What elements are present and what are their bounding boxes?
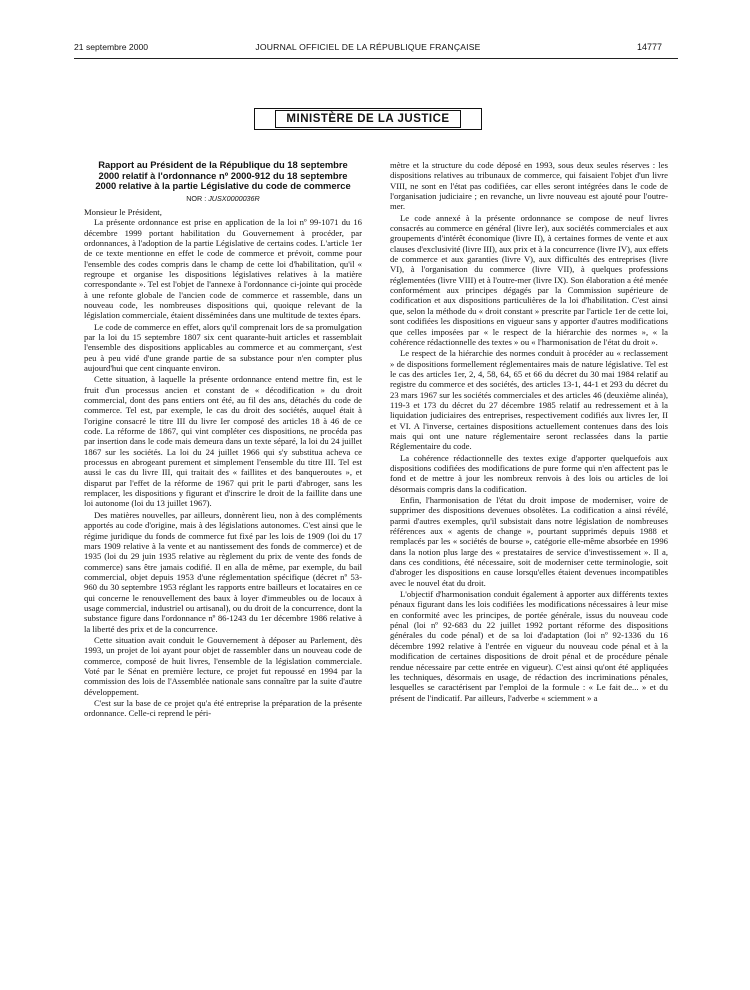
left-column xyxy=(84,160,362,720)
paragraph: mètre et la structure du code déposé en 1993, sous deux seules réserves : les dispositions relatives au tribunaux de commerce, qui faisaient l'objet d'un livre VIII, ne sont en l'état pas codifiées, car elles seront intégrées dans le code de l'organisation judiciaire ; en revanche, un livre nouveau est ajouté pour l'outre-mer. xyxy=(390,160,668,212)
paragraph: Enfin, l'harmonisation de l'état du droit impose de moderniser, voire de supprimer des dispositions devenues obsolètes. La codification a ainsi révélé, parmi d'autres exemples, qu'il subsistait dans notre législation de nombreuses références aux « agents de change », pourtant supprimés depuis 1988 et remplacés par les « sociétés de bourse », catégorie elle-même absorbée en 1996 dans la notion plus large des « prestataires de service d'investissement ». Il a, dans ces conditions, été nécessaire, soit de moderniser cette terminologie, soit d'abroger les dispositions en cause lorsqu'elles étaient devenues incompatibles avec le nouvel état du droit. xyxy=(390,495,668,588)
paragraph: Cette situation avait conduit le Gouvernement à déposer au Parlement, dès 1993, un projet de loi ayant pour objet de rassembler dans un nouveau code de commerce, composé de huit livres, l'ensemble de la législation commerciale. Voté par le Sénat en première lecture, ce projet fut repoussé en 1994 par la commission des lois de l'Assemblée nationale sans connaître par la suite d'autre développement. xyxy=(84,634,362,697)
right-column xyxy=(390,160,668,704)
paragraph: Le respect de la hiérarchie des normes conduit à procéder au « reclassement » de dispositions formellement réglementaires mais de nature législative. Tel est le cas des articles 1er, 2, 4, 58, 64, 65 et 66 du décret du 30 mai 1984 relatif au registre du commerce et des sociétés, des articles 13-1, 44-1 et 293 du décret du 23 mars 1967 sur les sociétés commerciales et des articles 46 (deuxième alinéa), 119-3 et 173 du décret du 27 décembre 1985 relatif au redressement et à la liquidation judiciaires des entreprises, respectivement codifiés aux livres Ier, II et VI. A l'inverse, certaines dispositions actuellement contenues dans des lois mais qui ont une nature réglementaire seront reclassées dans la partie Réglementaire du code. xyxy=(390,348,668,452)
paragraph: Des matières nouvelles, par ailleurs, donnèrent lieu, non à des compléments apportés au code d'origine, mais à des législations autonomes. C'est ainsi que le régime juridique du fonds de commerce fut fixé par les lois de 1909 (loi du 17 mars 1909 relative à la vente et au nantissement des fonds de commerce) et de 1935 (loi du 29 juin 1935 relative au règlement du prix de vente des fonds de commerce) sans être jamais codifié. Il en alla de même, par exemple, du bail commercial, objet depuis 1953 d'une réglementation spécifique (décret nº 53-960 du 30 septembre 1953 réglant les rapports entre bailleurs et locataires en ce qui concerne le renouvellement des baux à loyer d'immeubles ou de locaux à usage commercial, industriel ou artisanal), ou du droit de la concurrence, dont la substance figure dans l'ordonnance nº 86-1243 du 1er décembre 1986 relative à la liberté des prix et de la concurrence. xyxy=(84,509,362,634)
header-date: 21 septembre 2000 xyxy=(74,42,149,52)
page-number: 14777 xyxy=(636,42,662,52)
nor-value: JUSX0000036R xyxy=(208,193,260,203)
nor-label: NOR : xyxy=(186,193,207,203)
paragraph: Le code annexé à la présente ordonnance se compose de neuf livres consacrés au commerce en général (livre Ier), aux sociétés commerciales et aux groupements d'intérêt économique (livre II), à certaines formes de vente et aux clauses d'exclusivité (livre III), aux prix et à la concurrence (livre IV), aux effets de commerce et aux garanties (livre V), aux difficultés des entreprises (livre VI), à l'organisation du commerce (livre VII), à quelques professions réglementées (livre VIII) et à l'outre-mer (livre IX). Son élaboration a été menée conformément aux principes dégagés par la Commission supérieure de codification et aux dispositions particulières de la loi d'habilitation. C'est ainsi que, selon la méthode du « droit constant » prescrite par l'article 1er de cette loi, sont codifiées les dispositions en vigueur sans y apporter d'autres modifications que celles imposées par « le respect de la hiérarchie des normes », « la cohérence rédactionnelle des textes » ou « l'harmonisation de l'état du droit ». xyxy=(390,212,668,347)
nor-reference xyxy=(84,194,362,204)
page-header xyxy=(74,42,662,56)
salutation: Monsieur le Président, xyxy=(84,206,162,217)
paragraph: La cohérence rédactionnelle des textes exige d'apporter quelquefois aux dispositions codifiées des modifications de pure forme qui n'en affectent pas le fond et de mettre à jour les nombreux renvois à des lois ou articles de loi désormais compris dans la codification. xyxy=(390,452,668,494)
paragraph: Cette situation, à laquelle la présente ordonnance entend mettre fin, est le fruit d'un processus ancien et constant de « décodification » du droit commercial, dont des pans entiers ont été, au fil des ans, détachés du code de commerce. Tel est, par exemple, le cas du droit des sociétés, auquel était à l'origine consacré le titre III du livre Ier composé des articles 18 à 46 de ce code. La réforme de 1867, qui vint compléter ces dispositions, ne procéda pas par insertion dans le code mais demeura dans un texte séparé, la loi du 24 juillet 1867 sur les sociétés. La loi du 24 juillet 1966 qui s'y substitua acheva ce processus en abrogeant purement et simplement l'ensemble du titre III. Tel est aussi le cas du livre III, qui traitait des « faillites et des banqueroutes », et disparut par l'effet de la réforme de 1967 qui prit le parti d'abroger, sans les remplacer, les dispositions y figurant et d'inscrire le droit de la faillite dans une loi autonome (loi du 13 juillet 1967). xyxy=(84,374,362,509)
report-title: Rapport au Président de la République du 18 septembre 2000 relatif à l'ordonnance nº 2000-912 du 18 septembre 2000 relative à la partie Législative du code de commerce xyxy=(95,159,351,191)
ministry-heading: MINISTÈRE DE LA JUSTICE xyxy=(275,110,460,128)
header-rule xyxy=(74,58,678,59)
paragraph: C'est sur la base de ce projet qu'a été entreprise la préparation de la présente ordonnance. Celle-ci reprend le péri- xyxy=(84,698,362,719)
paragraph: Le code de commerce en effet, alors qu'il comprenait lors de sa promulgation par la loi du 15 septembre 1807 six cent quarante-huit articles et rassemblait l'ensemble des dispositions applicables au commerce et au commerçant, s'est peu à peu vidé d'une grande partie de sa substance pour n'en compter plus aujourd'hui que cent cinquante environ. xyxy=(84,321,362,373)
paragraph: L'objectif d'harmonisation conduit également à apporter aux différents textes pénaux figurant dans les lois codifiées les modifications nécessaires à leur mise en conformité avec les principes, de portée générale, issus du nouveau code pénal (loi nº 92-683 du 22 juillet 1992 portant réforme des dispositions générales du code pénal) et de sa loi d'adaptation (loi nº 92-1336 du 16 décembre 1992 relative à l'entrée en vigueur du nouveau code pénal et à la modification de certaines dispositions de droit pénal et de procédure pénale rendue nécessaire par cette entrée en vigueur). C'est ainsi qu'ont été appliquées les techniques, désormais en usage, de rédaction des incriminations pénales, lesquelles se caractérisent par l'emploi de la formule : « Le fait de... » et du présent de l'indicatif. Par ailleurs, l'adverbe « sciemment » a xyxy=(390,589,668,703)
paragraph: La présente ordonnance est prise en application de la loi nº 99-1071 du 16 décembre 1999 portant habilitation du Gouvernement à procéder, par ordonnances, à l'adoption de la partie Législative de certains codes. L'article 1er de ce texte mentionne en effet le code de commerce et prévoit, comme pour l'ensemble des codes compris dans le champ de cette loi d'habilitation, qu'il « regroupe et organise les dispositions législatives relatives à la matière correspondante ». Tel est l'objet de l'annexe à l'ordonnance ci-jointe qui procède à une refonte globale de l'ancien code de commerce et rassemble, dans un nouveau code, les nombreuses dispositions qui, quoique relevant de la législation commerciale, étaient disséminées dans une multitude de textes épars. xyxy=(84,217,362,321)
ministry-box xyxy=(254,108,482,130)
journal-title: JOURNAL OFFICIEL DE LA RÉPUBLIQUE FRANÇAISE xyxy=(255,42,481,52)
